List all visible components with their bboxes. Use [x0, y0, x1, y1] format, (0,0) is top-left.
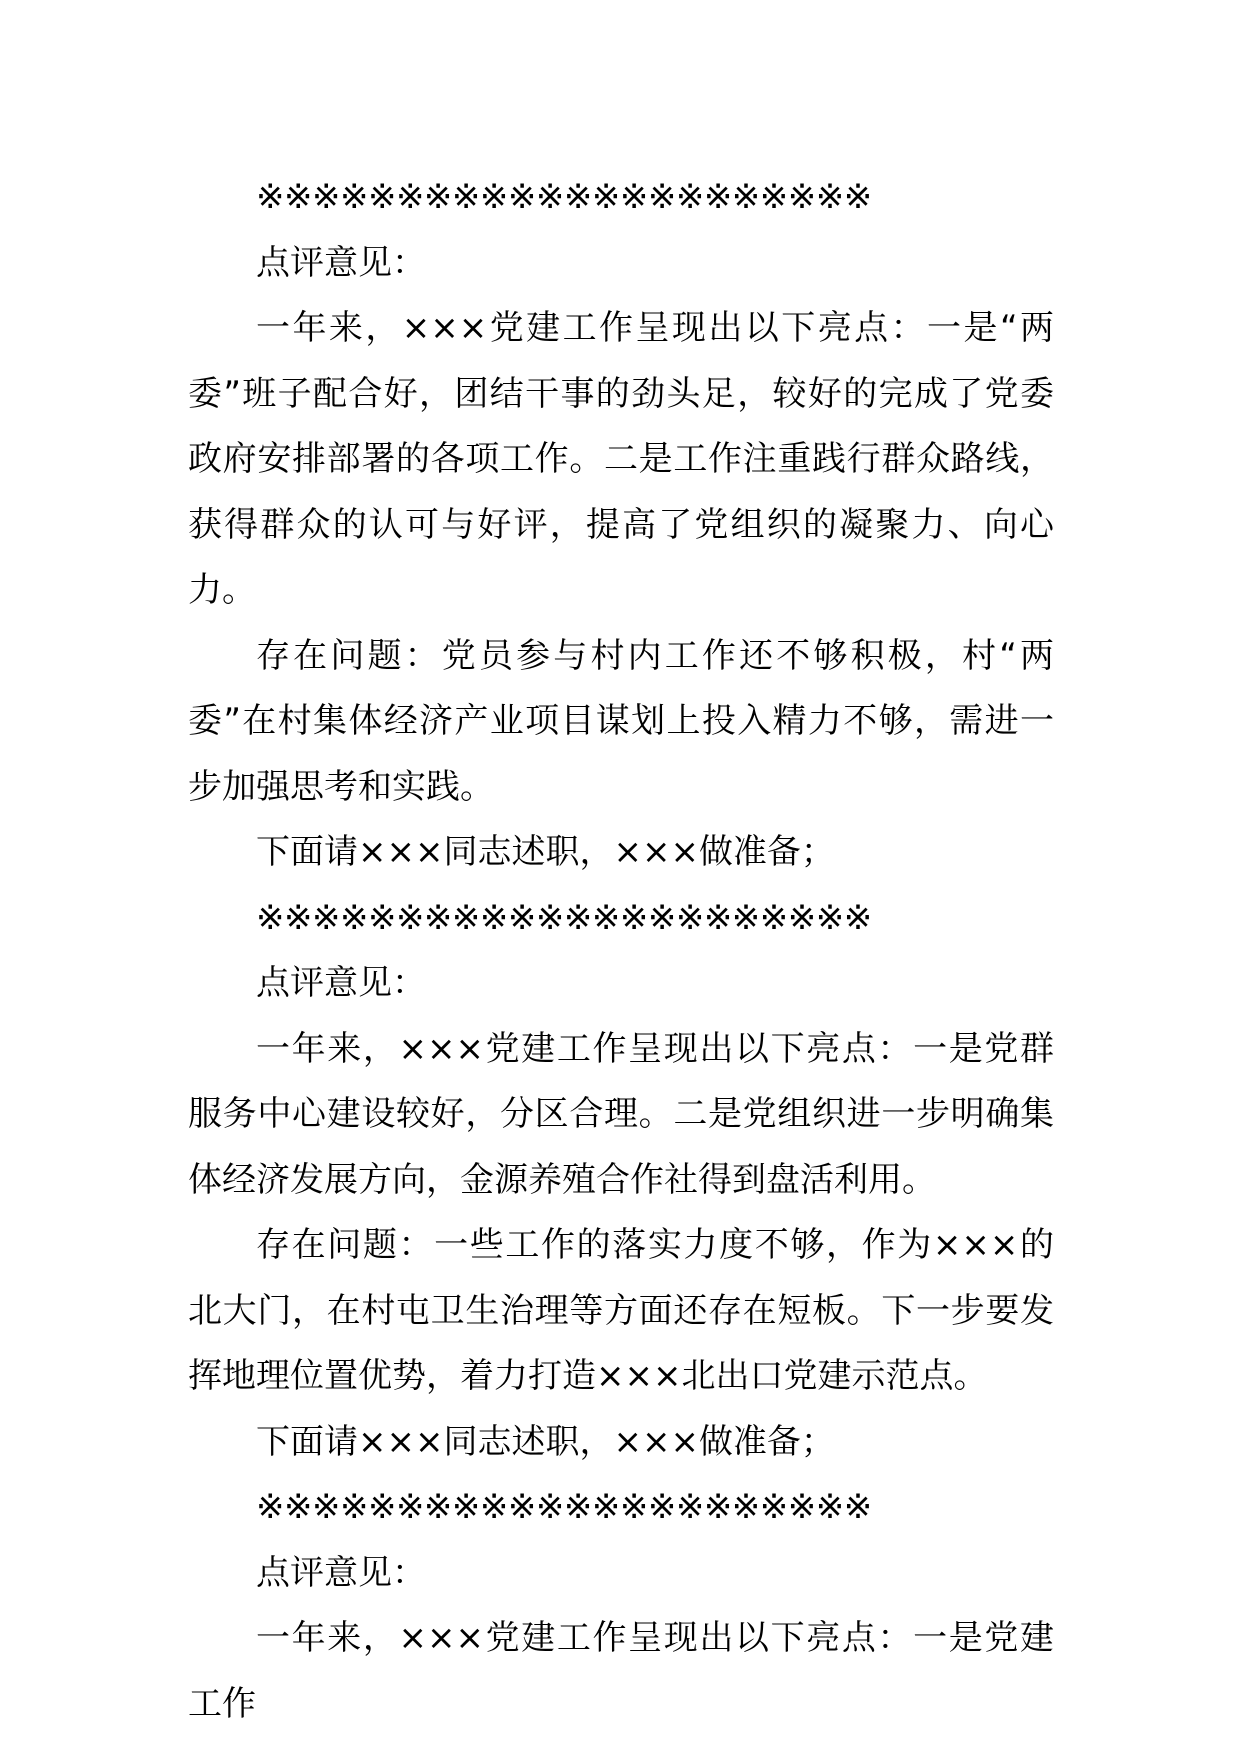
highlights-paragraph: 一年来，×××党建工作呈现出以下亮点：一是党建工作 [188, 1618, 1054, 1724]
review-heading: 点评意见： [256, 1552, 426, 1593]
review-heading: 点评意见： [256, 242, 426, 283]
next-speaker-paragraph: 下面请×××同志述职，×××做准备； [256, 832, 835, 872]
highlights-paragraph: 一年来，×××党建工作呈现出以下亮点：一是党群服务中心建设较好，分区合理。二是党组织进一步明确集体经济发展方向，金源养殖合作社得到盘活利用。 [188, 1028, 1054, 1200]
highlights-paragraph: 一年来，×××党建工作呈现出以下亮点：一是“两委”班子配合好，团结干事的劲头足，较好的完成了党委政府安排部署的各项工作。二是工作注重践行群众路线，获得群众的认可与好评，提高了党组织的凝聚力、向心力。 [188, 308, 1054, 610]
document-page [188, 165, 1054, 1737]
separator-line: ※※※※※※※※※※※※※※※※※※※※※※ [256, 1487, 872, 1527]
review-heading: 点评意见： [256, 963, 426, 1003]
problems-paragraph: 存在问题：党员参与村内工作还不够积极，村“两委”在村集体经济产业项目谋划上投入精力不够，需进一步加强思考和实践。 [188, 635, 1054, 807]
next-speaker-paragraph: 下面请×××同志述职，×××做准备； [256, 1421, 835, 1462]
separator-line: ※※※※※※※※※※※※※※※※※※※※※※ [256, 897, 872, 938]
problems-paragraph: 存在问题：一些工作的落实力度不够，作为×××的北大门，在村屯卫生治理等方面还存在短板。下一步要发挥地理位置优势，着力打造×××北出口党建示范点。 [188, 1225, 1054, 1396]
separator-line: ※※※※※※※※※※※※※※※※※※※※※※ [256, 177, 872, 217]
